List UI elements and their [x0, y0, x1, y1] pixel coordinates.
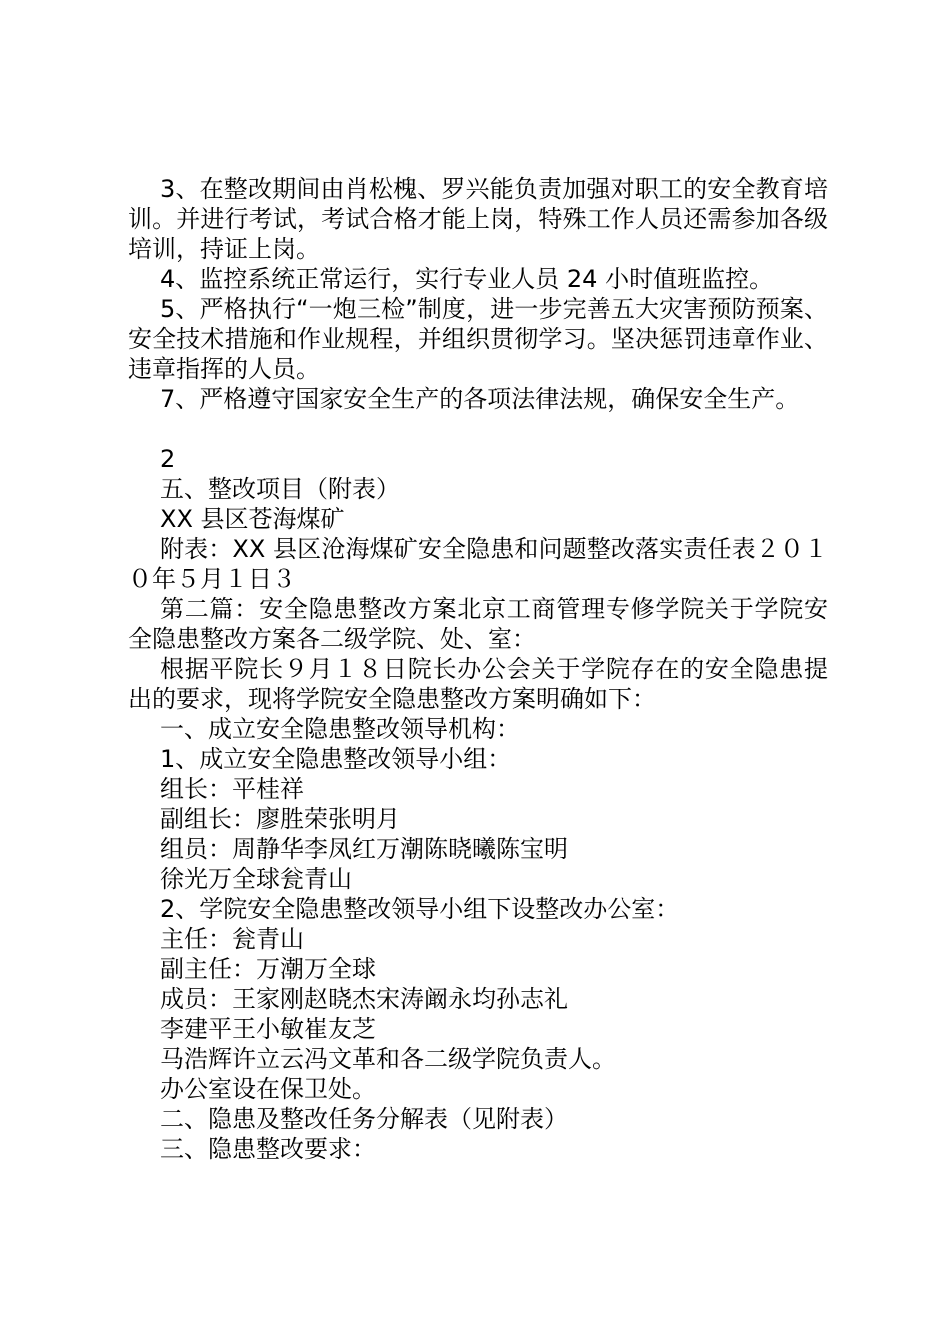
paragraph-item-7: 7、严格遵守国家安全生产的各项法律法规，确保安全生产。 — [160, 385, 800, 413]
paragraph-item-4: 4、监控系统正常运行，实行专业人员 24 小时值班监控。 — [160, 265, 774, 293]
heading-leading-organization: 一、成立安全隐患整改领导机构： — [160, 715, 520, 743]
part-two-title: 第二篇：安全隐患整改方案北京工商管理专修学院关于学院安全隐患整改方案各二级学院、处、室： — [128, 595, 828, 653]
deputy-group-leader: 副组长：廖胜荣张明月 — [160, 805, 400, 833]
attachment-note: 附表：XX 县区沧海煤矿安全隐患和问题整改落实责任表２０１０年５月１日３ — [128, 535, 828, 593]
page-number: 2 — [160, 445, 176, 473]
office-members-continued-2: 马浩辉许立云冯文革和各二级学院负责人。 — [160, 1045, 616, 1073]
group-members-continued: 徐光万全球瓮青山 — [160, 865, 352, 893]
document-body — [128, 174, 828, 1164]
group-members: 组员：周静华李凤红万潮陈晓曦陈宝明 — [160, 835, 568, 863]
section-heading-2: 二、隐患及整改任务分解表（见附表） — [160, 1105, 568, 1133]
section-heading-5: 五、整改项目（附表） — [160, 475, 400, 503]
paragraph-item-5: 5、严格执行“一炮三检”制度，进一步完善五大灾害预防预案、安全技术措施和作业规程，并组织贯彻学习。坚决惩罚违章作业、违章指挥的人员。 — [128, 295, 828, 383]
heading-rectification-office: 2、学院安全隐患整改领导小组下设整改办公室： — [160, 895, 680, 923]
office-deputy-director: 副主任：万潮万全球 — [160, 955, 376, 983]
office-members-continued-1: 李建平王小敏崔友芝 — [160, 1015, 376, 1043]
heading-leading-group: 1、成立安全隐患整改领导小组： — [160, 745, 512, 773]
intro-paragraph: 根据平院长９月１８日院长办公会关于学院存在的安全隐患提出的要求，现将学院安全隐患整改方案明确如下： — [128, 655, 828, 713]
group-leader: 组长：平桂祥 — [160, 775, 304, 803]
blank-line — [128, 414, 828, 444]
section-heading-3: 三、隐患整改要求： — [160, 1135, 376, 1163]
office-location: 办公室设在保卫处。 — [160, 1075, 376, 1103]
office-members: 成员：王家刚赵晓杰宋涛阚永均孙志礼 — [160, 985, 568, 1013]
office-director: 主任：瓮青山 — [160, 925, 304, 953]
paragraph-item-3: 3、在整改期间由肖松槐、罗兴能负责加强对职工的安全教育培训。并进行考试，考试合格才能上岗，特殊工作人员还需参加各级培训，持证上岗。 — [128, 175, 828, 263]
mine-name: XX 县区苍海煤矿 — [160, 505, 345, 533]
